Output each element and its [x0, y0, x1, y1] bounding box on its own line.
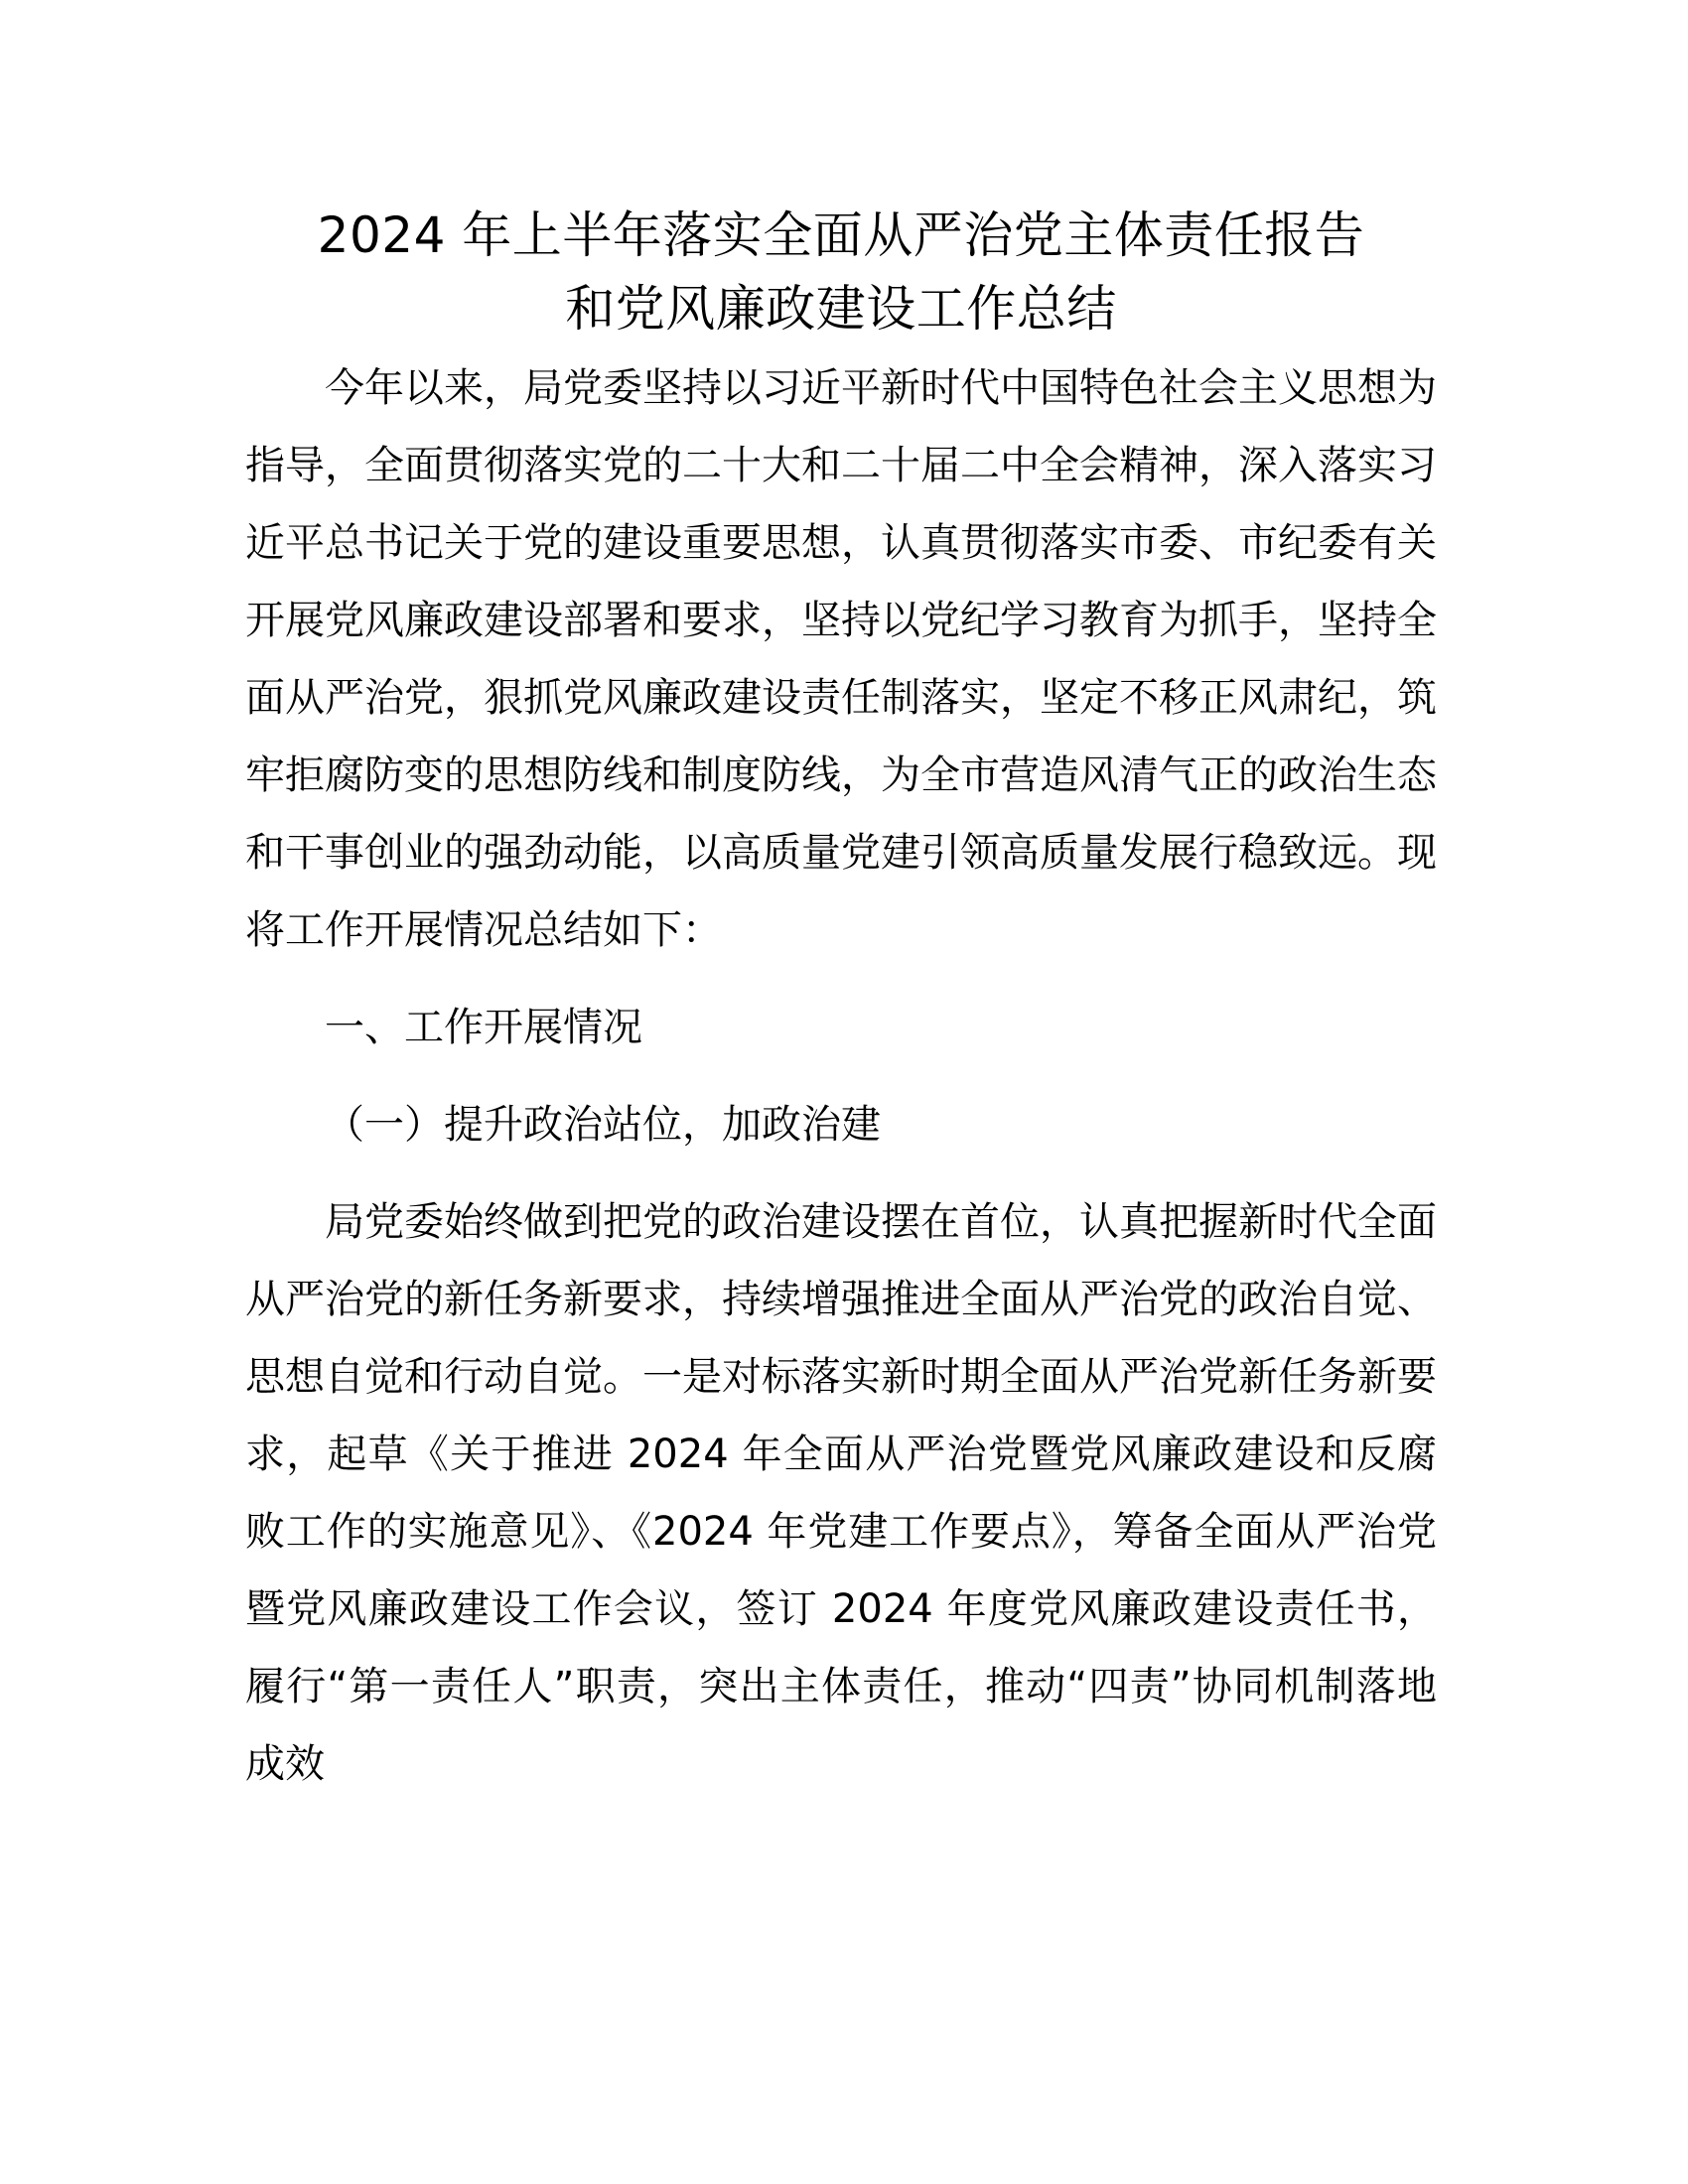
subsection-1-paragraph: 局党委始终做到把党的政治建设摆在首位，认真把握新时代全面从严治党的新任务新要求，持续增强推进全面从严治党的政治自觉、思想自觉和行动自觉。一是对标落实新时期全面从严治党新任务新要求，起草《关于推进 2024 年全面从严治党暨党风廉政建设和反腐败工作的实施意见》、《2024 年党建工作要点》，筹备全面从严治党暨党风廉政建设工作会议，签订 2024 年度党风廉政建设责任书，履行“第一责任人”职责，突出主体责任，推动“四责”协同机制落地成效	[245, 1199, 1437, 1787]
subsection-heading-1: （一）提升政治站位，加政治建	[325, 1102, 881, 1148]
intro-paragraph: 今年以来，局党委坚持以习近平新时代中国特色社会主义思想为指导，全面贯彻落实党的二十大和二十届二中全会精神，深入落实习近平总书记关于党的建设重要思想，认真贯彻落实市委、市纪委有关开展党风廉政建设部署和要求，坚持以党纪学习教育为抓手，坚持全面从严治党，狠抓党风廉政建设责任制落实，坚定不移正风肃纪，筑牢拒腐防变的思想防线和制度防线，为全市营造风清气正的政治生态和干事创业的强劲动能，以高质量党建引领高质量发展行稳致远。现将工作开展情况总结如下：	[245, 365, 1437, 953]
section-heading-1: 一、工作开展情况	[325, 1005, 642, 1050]
document-body	[245, 199, 1437, 1803]
document-title	[245, 199, 1437, 345]
title-line-2: 和党风廉政建设工作总结	[565, 280, 1117, 338]
title-line-1: 2024 年上半年落实全面从严治党主体责任报告	[317, 206, 1365, 264]
